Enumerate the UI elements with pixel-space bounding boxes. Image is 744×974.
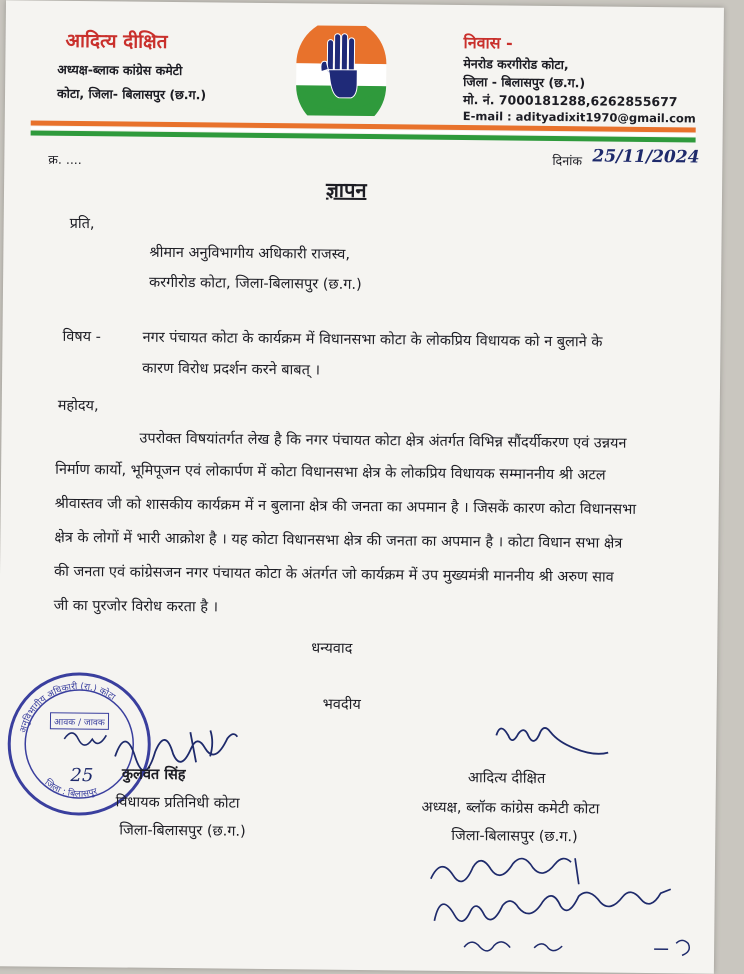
left-signatory-district: जिला-बिलासपुर (छ.ग.) [119,822,246,840]
stamp-bottom-text: जिला : बिलासपुर [42,777,99,800]
body-line: श्रीवास्तव जी को शासकीय कार्यक्रम में न बुलाना क्षेत्र की जनता का अपमान है । जिसकें कारण कोटा विधानसभा [54,495,637,518]
email-address: E-mail : adityadixit1970@gmail.com [462,109,696,126]
body-line: क्षेत्र के लोगों में भारी आक्रोश है । यह कोटा विधानसभा क्षेत्र की जनता का अपमान है । कोटा विधान सभा क्षेत्र [54,529,623,552]
left-signatory-name: कुलवंत सिंह [121,766,186,784]
date-value: 25/11/2024 [592,146,700,168]
subject-line1: नगर पंचायत कोटा के कार्यक्रम में विधानसभा कोटा के लोकप्रिय विधायक को न बुलाने के [142,329,603,351]
sender-name: आदित्य दीक्षित [65,29,168,53]
receipt-scribble-icon [424,851,713,972]
salutation: महोदय, [57,397,99,415]
recipient-line1: श्रीमान अनुविभागीय अधिकारी राजस्व, [149,244,351,263]
residence-label: निवास - [463,33,513,53]
phone-number: मो. नं. 7000181288,6262855677 [462,92,678,110]
address-line2: जिला - बिलासपुर (छ.ग.) [463,74,586,91]
recipient-prefix: प्रति, [69,215,95,233]
thanks-text: धन्यवाद [311,640,353,657]
left-signatory-designation: विधायक प्रतिनिधी कोटा [115,794,240,812]
date-label: दिनांक [552,152,583,169]
body-line: निर्माण कार्यो, भूमिपूजन एवं लोकार्पण में कोटा विधानसभा क्षेत्र के लोकप्रिय विधायक सम्माननीय श्री अटल [55,461,606,484]
subject-label: विषय - [62,328,102,346]
handwritten-note: 25 [70,764,94,787]
address-line1: मेनरोड करगीरोड कोटा, [463,56,569,73]
body-line: उपरोक्त विषयांतर्गत लेख है कि नगर पंचायत कोटा क्षेत्र अंतर्गत विभिन्न सौंदर्यीकरण एवं उन्नयन [139,430,627,452]
yours-text: भवदीय [322,696,361,713]
congress-hand-logo-icon [291,25,392,116]
right-signatory-designation: अध्यक्ष, ब्लॉक कांग्रेस कमेटी कोटा [421,799,600,818]
reference-number: क्र. .... [48,151,82,168]
recipient-line2: करगीरोड कोटा, जिला-बिलासपुर (छ.ग.) [148,274,362,293]
stamp-outer-text: अनुविभागीय अधिकारी (रा.) कोटा [18,682,117,734]
sender-location: कोटा, जिला- बिलासपुर (छ.ग.) [56,85,207,103]
right-signatory-district: जिला-बिलासपुर (छ.ग.) [451,827,578,846]
stamp-inner-text: आवक / जावक [54,717,105,729]
body-line: जी का पुरजोर विरोध करता है । [53,597,219,616]
subject-line2: कारण विरोध प्रदर्शन करने बाबत् । [142,360,321,379]
sender-designation: अध्यक्ष-ब्लाक कांग्रेस कमेटी [57,61,183,79]
body-line: की जनता एवं कांग्रेसजन नगर पंचायत कोटा के अंतर्गत जो कार्यक्रम में उप मुख्यमंत्री माननीय श्री अरुण साव [53,563,614,586]
right-signatory-name: आदित्य दीक्षित [467,770,546,787]
memo-title: ज्ञापन [325,177,367,203]
